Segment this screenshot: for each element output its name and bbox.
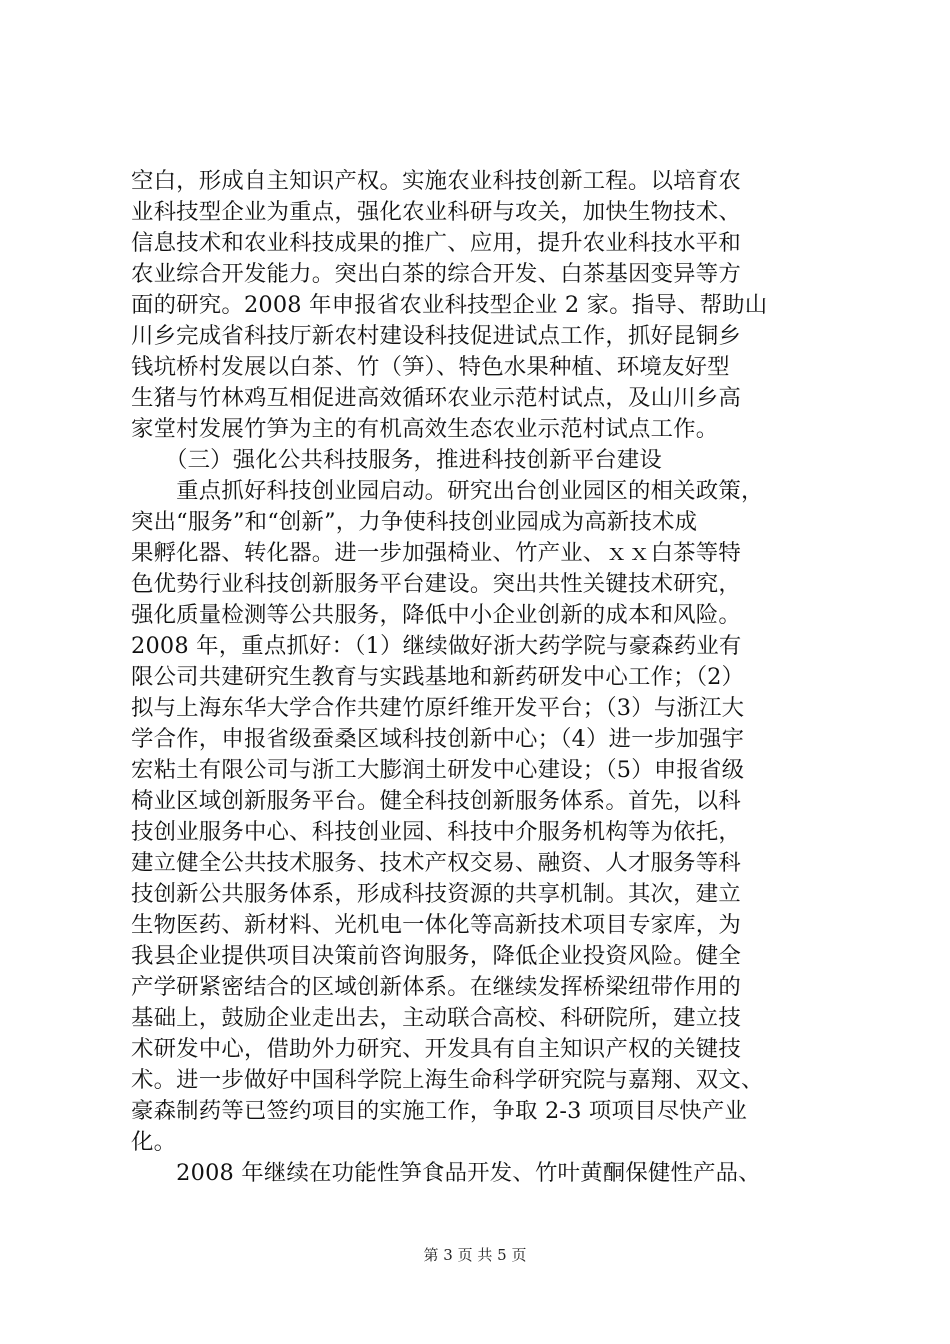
text-line: 技创新公共服务体系，形成科技资源的共享机制。其次，建立 [131,881,741,907]
text-line: 技创业服务中心、科技创业园、科技中介服务机构等为依托， [131,819,741,845]
text-line: 我县企业提供项目决策前咨询服务，降低企业投资风险。健全 [131,943,741,969]
page-footer [0,1244,950,1265]
text-line: 空白，形成自主知识产权。实施农业科技创新工程。以培育农 [131,168,741,194]
text-line: 建立健全公共技术服务、技术产权交易、融资、人才服务等科 [131,850,741,876]
text-line: 面的研究。2008 年申报省农业科技型企业 2 家。指导、帮助山 [131,292,768,318]
text-line: 生物医药、新材料、光机电一体化等高新技术项目专家库，为 [131,912,741,938]
text-line: 家堂村发展竹笋为主的有机高效生态农业示范村试点工作。 [131,416,719,442]
text-line: 基础上，鼓励企业走出去，主动联合高校、科研院所，建立技 [131,1005,741,1031]
text-line: 信息技术和农业科技成果的推广、应用，提升农业科技水平和 [131,230,741,256]
text-line: 钱坑桥村发展以白茶、竹（笋）、特色水果种植、环境友好型 [131,354,730,380]
text-line: 限公司共建研究生教育与实践基地和新药研发中心工作；（2） [131,664,745,690]
text-line: 学合作，申报省级蚕桑区域科技创新中心；（4）进一步加强宇 [131,726,745,752]
page-number: 第 3 页 共 5 页 [423,1246,527,1264]
document-body [131,166,831,1189]
text-line: 化。 [131,1129,177,1155]
text-line: 宏粘土有限公司与浙工大膨润土研发中心建设；（5）申报省级 [131,757,745,783]
text-line: 产学研紧密结合的区域创新体系。在继续发挥桥梁纽带作用的 [131,974,741,1000]
text-line: 川乡完成省科技厅新农村建设科技促进试点工作，抓好昆铜乡 [131,323,741,349]
text-line: 强化质量检测等公共服务，降低中小企业创新的成本和风险。 [131,602,741,628]
text-line: 色优势行业科技创新服务平台建设。突出共性关键技术研究， [131,571,741,597]
text-line: 农业综合开发能力。突出白茶的综合开发、白茶基因变异等方 [131,261,741,287]
text-line: 重点抓好科技创业园启动。研究出台创业园区的相关政策， [131,478,764,504]
text-line: 突出“服务”和“创新”，力争使科技创业园成为高新技术成 [131,509,698,535]
text-line: 果孵化器、转化器。进一步加强椅业、竹产业、ｘｘ白茶等特 [131,540,741,566]
text-line: 术。进一步做好中国科学院上海生命科学研究院与嘉翔、双文、 [131,1067,764,1093]
text-line: 豪森制药等已签约项目的实施工作，争取 2-3 项项目尽快产业 [131,1098,748,1124]
text-line: 椅业区域创新服务平台。健全科技创新服务体系。首先，以科 [131,788,741,814]
text-line: 业科技型企业为重点，强化农业科研与攻关，加快生物技术、 [131,199,741,225]
text-line: 2008 年继续在功能性笋食品开发、竹叶黄酮保健性产品、 [131,1160,761,1186]
text-line: 拟与上海东华大学合作共建竹原纤维开发平台；（3）与浙江大 [131,695,745,721]
text-line: 术研发中心，借助外力研究、开发具有自主知识产权的关键技 [131,1036,741,1062]
text-line: 生猪与竹林鸡互相促进高效循环农业示范村试点，及山川乡高 [131,385,741,411]
section-heading: （三）强化公共科技服务，推进科技创新平台建设 [131,447,662,473]
text-line: 2008 年，重点抓好：（1）继续做好浙大药学院与豪森药业有 [131,633,742,659]
